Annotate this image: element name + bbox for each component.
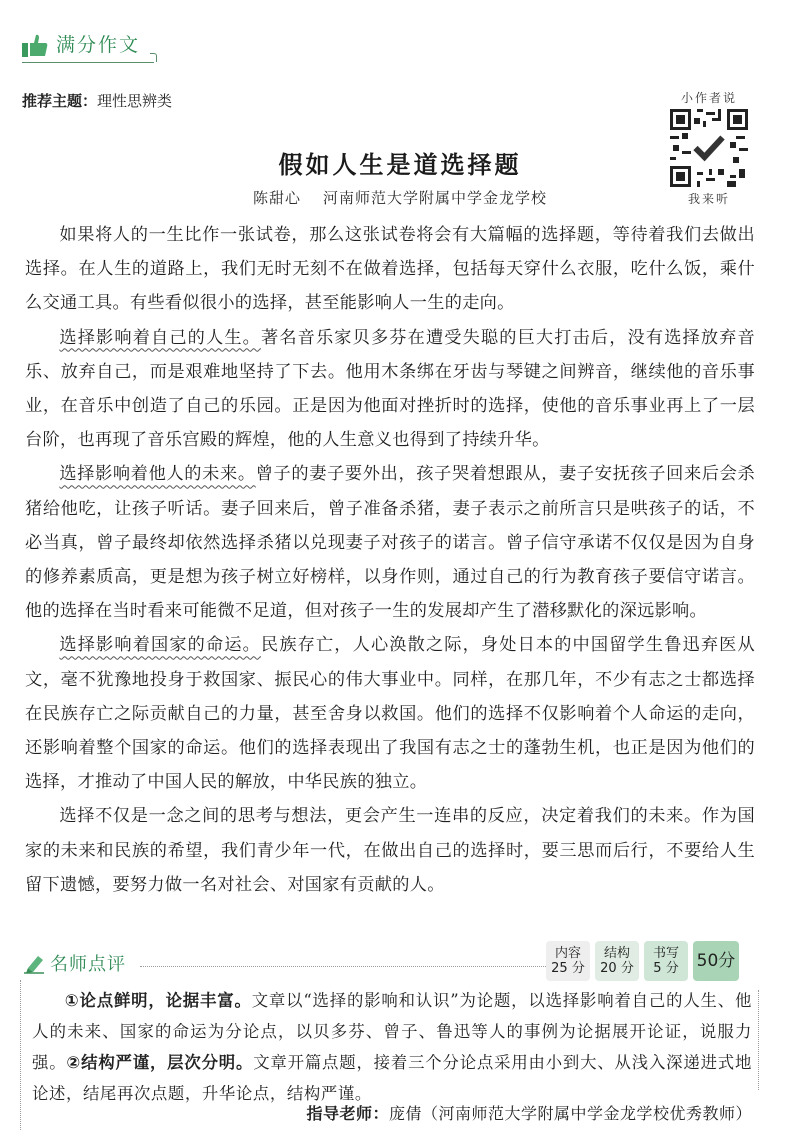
subpoint-heading: 选择影响着国家的命运。 <box>59 635 261 656</box>
teacher-note: （河南师范大学附属中学金龙学校优秀教师） <box>421 1104 752 1123</box>
essay-body <box>25 218 755 902</box>
review-frame-left <box>20 980 21 1130</box>
teacher-name: 庞倩 <box>388 1104 422 1123</box>
score-total: 50分 <box>693 941 739 981</box>
paragraph-point-2: 选择影响着他人的未来。曾子的妻子要外出，孩子哭着想跟从，妻子安抚孩子回来后会杀猪给他吃，让孩子听话。妻子回来后，曾子准备杀猪，妻子表示之前所言只是哄孩子的话，不必当真，曾子最终却依然选择杀猪以兑现妻子对孩子的诺言。曾子信守承诺不仅仅是因为自身的修养素质高，更是想为孩子树立好榜样，以身作则，通过自己的行为教育孩子要信守诺言。他的选择在当时看来可能微不足道，但对孩子一生的发展却产生了潜移默化的深远影响。 <box>25 464 755 622</box>
teacher-label: 指导老师： <box>306 1104 389 1123</box>
essay-title: 假如人生是道选择题 <box>278 150 522 179</box>
pen-icon <box>22 952 46 974</box>
score-boxes <box>546 941 739 981</box>
byline <box>0 187 800 208</box>
badge-underline <box>22 58 154 63</box>
paragraph-point-3: 选择影响着国家的命运。民族存亡，人心涣散之际，身处日本的中国留学生鲁迅弃医从文，毫不犹豫地投身于救国家、振民心的伟大事业中。同样，在那几年，不少有志之士都选择在民族存亡之际贡献自己的力量，甚至舍身以救国。他们的选择不仅影响着个人命运的走向，还影响着整个国家的命运。他们的选择表现出了我国有志之士的蓬勃生机，也正是因为他们的选择，才推动了中国人民的解放，中华民族的独立。 <box>25 635 755 793</box>
school-name: 河南师范大学附属中学金龙学校 <box>323 189 548 207</box>
dotted-divider <box>140 966 550 967</box>
score-content: 内容 25 分 <box>546 941 590 981</box>
subpoint-heading: 选择影响着自己的人生。 <box>59 327 261 348</box>
topic-label: 推荐主题： <box>22 92 98 110</box>
thumbs-up-icon <box>22 33 48 57</box>
paragraph-point-1: 选择影响着自己的人生。著名音乐家贝多芬在遭受失聪的巨大打击后，没有选择放弃音乐、放弃自己，而是艰难地坚持了下去。他用木条绑在牙齿与琴键之间辨音，继续他的音乐事业，在音乐中创造了自己的乐园。正是因为他面对挫折时的选择，使他的音乐事业再上了一层台阶，也再现了音乐宫殿的辉煌，他的人生意义也得到了持续升华。 <box>25 327 755 451</box>
section-badge <box>22 33 140 57</box>
subpoint-heading: 选择影响着他人的未来。 <box>59 464 256 485</box>
review-header <box>22 950 126 976</box>
paragraph-intro: 如果将人的一生比作一张试卷，那么这张试卷将会有大篇幅的选择题，等待着我们去做出选择。在人生的道路上，我们无时无刻不在做着选择，包括每天穿什么衣服，吃什么饭，乘什么交通工具。有些看似很小的选择，甚至能影响人一生的走向。 <box>25 225 755 314</box>
paragraph-conclusion: 选择不仅是一念之间的思考与想法，更会产生一连串的反应，决定着我们的未来。作为国家的未来和民族的希望，我们青少年一代，在做出自己的选择时，要三思而后行，不要给人生留下遗憾，要努力做一名对社会、对国家有贡献的人。 <box>25 806 755 895</box>
review-title: 名师点评 <box>50 954 126 975</box>
point-1-heading: ①论点鲜明，论据丰富。 <box>64 991 252 1010</box>
qr-top-label: 小作者说 <box>680 91 737 105</box>
badge-title: 满分作文 <box>56 34 141 56</box>
badge-hook-decoration <box>150 53 157 62</box>
score-writing: 书写 5 分 <box>644 941 688 981</box>
topic-value: 理性思辨类 <box>97 92 173 110</box>
recommended-topic <box>22 90 172 111</box>
review-frame-right <box>758 990 759 1090</box>
point-2-heading: ②结构严谨，层次分明。 <box>66 1053 254 1072</box>
teacher-credit <box>306 1101 752 1124</box>
review-body: ①论点鲜明，论据丰富。文章以“选择的影响和认识”为论题，以选择影响着自己的人生、他人的未来、国家的命运为分论点，以贝多芬、曾子、鲁迅等人的事例为论据展开论证，说服力强。②结构严谨，层次分明。文章开篇点题，接着三个分论点采用由小到大、从浅入深递进式地论述，结尾再次点题，升华论点，结构严谨。 <box>32 991 753 1103</box>
score-structure: 结构 20 分 <box>595 941 639 981</box>
qr-bottom-label: 我来听 <box>687 192 730 206</box>
author-name: 陈甜心 <box>252 189 301 207</box>
